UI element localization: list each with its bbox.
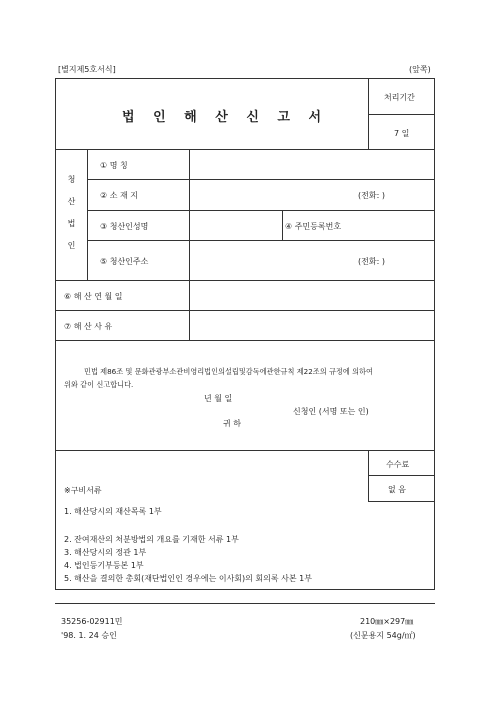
processing-period-label: 처리기간 bbox=[384, 93, 415, 102]
divider bbox=[368, 501, 434, 502]
form-body bbox=[55, 78, 435, 590]
required-document-item: 2. 잔여재산의 처분방법의 개요를 기재한 서류 1부 bbox=[64, 535, 239, 544]
divider bbox=[368, 475, 434, 476]
divider bbox=[56, 280, 434, 281]
divider bbox=[56, 149, 434, 150]
divider bbox=[368, 450, 369, 501]
required-document-item: 3. 해산당시의 정관 1부 bbox=[64, 548, 147, 557]
paper-size: 210㎜×297㎜ bbox=[360, 617, 414, 626]
liquidator-phone: (전화: ) bbox=[358, 257, 385, 266]
fee-value: 없 음 bbox=[388, 485, 406, 494]
divider bbox=[87, 149, 88, 280]
footer-rule bbox=[55, 603, 435, 604]
paper-type: (신문용지 54g/㎡) bbox=[350, 631, 416, 640]
divider bbox=[189, 149, 190, 340]
corp-name-label: ① 명 칭 bbox=[100, 161, 128, 170]
resident-number-label: ④ 주민등록번호 bbox=[285, 222, 342, 231]
divider bbox=[87, 179, 434, 180]
divider bbox=[87, 240, 434, 241]
divider bbox=[368, 114, 434, 115]
approval-date: '98. 1. 24 승인 bbox=[61, 631, 117, 640]
divider bbox=[368, 79, 369, 149]
declaration-text-cont: 위와 같이 신고합니다. bbox=[64, 380, 134, 389]
form-title: 법 인 해 산 신 고 서 bbox=[122, 110, 329, 125]
divider bbox=[56, 310, 434, 311]
form-number: [별지제5호서식] bbox=[58, 65, 116, 74]
corp-phone: (전화: ) bbox=[358, 191, 385, 200]
dissolution-reason-label: ⑦ 해 산 사 유 bbox=[64, 322, 113, 331]
form-code: 35256-02911민 bbox=[61, 617, 123, 626]
processing-period-value: 7 일 bbox=[394, 129, 410, 138]
fee-label: 수수료 bbox=[386, 460, 410, 469]
page-side: (앞쪽) bbox=[409, 65, 431, 74]
required-document-item: 1. 해산당시의 재산목록 1부 bbox=[64, 507, 162, 516]
corp-address-label: ② 소 재 지 bbox=[100, 191, 138, 200]
divider bbox=[282, 210, 283, 240]
liquidator-address-label: ⑤ 청산인주소 bbox=[100, 257, 149, 266]
liquidator-name-label: ③ 청산인성명 bbox=[100, 222, 149, 231]
declaration-text: 민법 제86조 및 문화관광부소관비영리법인의설립및감독에관한규칙 제22조의 규정에 의하여 bbox=[84, 367, 373, 376]
divider bbox=[56, 340, 434, 341]
required-document-item: 4. 법인등기부등본 1부 bbox=[64, 561, 144, 570]
addressee: 귀 하 bbox=[223, 419, 241, 428]
dissolution-date-label: ⑥ 해 산 연 월 일 bbox=[64, 292, 123, 301]
liquidation-corp-label: 청 산 법 인 bbox=[67, 175, 76, 250]
applicant-signature: 신청인 (서명 또는 인) bbox=[293, 407, 369, 416]
divider bbox=[87, 210, 434, 211]
required-documents-heading: ※구비서류 bbox=[64, 486, 102, 495]
required-document-item: 5. 해산을 결의한 총회(재단법인인 경우에는 이사회)의 회의록 사본 1부 bbox=[64, 574, 312, 583]
divider bbox=[56, 450, 434, 451]
declaration-date: 년 월 일 bbox=[204, 394, 233, 403]
